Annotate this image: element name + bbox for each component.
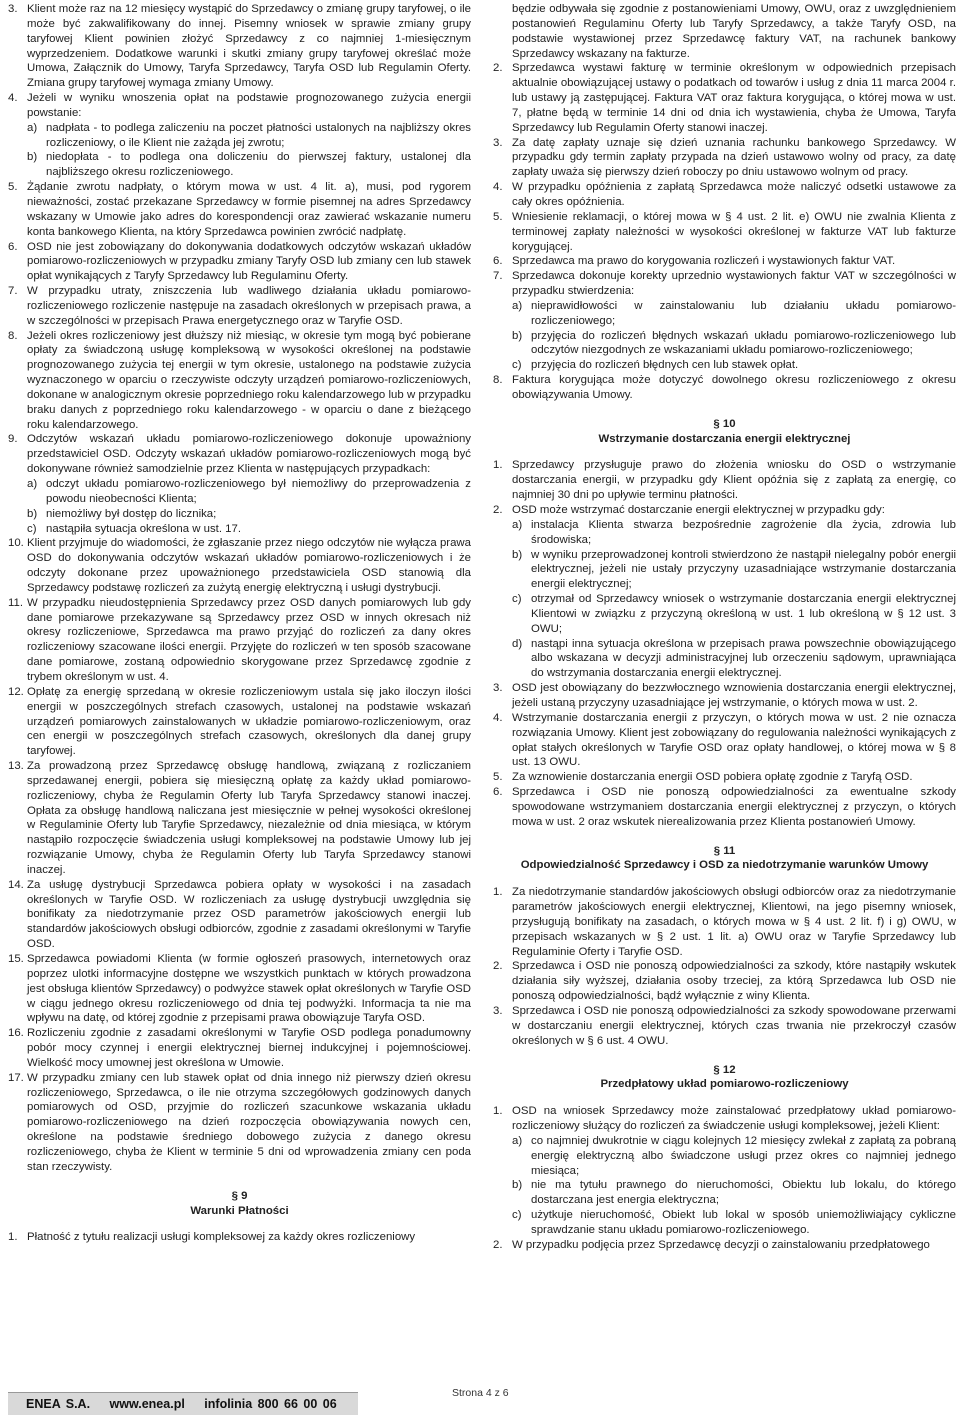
numbered-paragraph xyxy=(8,91,471,121)
numbered-paragraph xyxy=(8,284,471,329)
numbered-paragraph xyxy=(493,959,956,1004)
sub-point xyxy=(27,507,471,522)
paragraph-number: 11. xyxy=(8,596,23,609)
website-link[interactable]: www.enea.pl xyxy=(109,1397,185,1411)
paragraph-text: Za datę zapłaty uznaje się dzień uznania rachunku bankowego Sprzedawcy. W przypadku gdy termin zapłaty przypada na dzień ustawowo wolny od pracy, za datę zapłaty uważa się pierwszy dzień roboczy po dniu ustawowo wolnym od pracy. xyxy=(512,136,956,179)
section-number: § 10 xyxy=(713,417,736,430)
paragraph-text: Płatność z tytułu realizacji usługi kompleksowej za każdy okres rozliczeniowy xyxy=(27,1231,416,1244)
numbered-paragraph xyxy=(493,681,956,711)
sub-point-text: użytkuje nieruchomość, Obiekt lub lokal w sposób uniemożliwiający cykliczne sprawdzanie stanu układu pomiarowo-rozliczeniowego. xyxy=(531,1209,956,1236)
sub-point-text: nieprawidłowości w zainstalowaniu lub działaniu układu pomiarowo-rozliczeniowego; xyxy=(531,299,956,327)
sub-point-text: w wyniku przeprowadzonej kontroli stwierdzono że nastąpił nielegalny pobór energii elektrycznej, jeżeli nie ustały przyczyny uzasadniające wstrzymanie dostarczania energii elektrycznej; xyxy=(531,548,956,591)
sub-point-text: otrzymał od Sprzedawcy wniosek o wstrzymanie dostarczania energii elektrycznej Klientowi w związku z przyczyną określoną w ust. 1 lub określoną w § 12 ust. 3 OWU; xyxy=(531,593,956,635)
continued-paragraph: będzie odbywała się zgodnie z postanowieniami Umowy, OWU, oraz z uwzględnieniem postanowień Regulaminu Oferty lub Taryfy Sprzedawcy, a także Taryfy OSD, na podstawie wystawionej przez Sprzedawcę faktury VAT, na rachunek bankowy Sprzedawcy wskazany na fakturze. xyxy=(512,3,956,60)
sub-point-text: niedopłata - to podlega ona doliczeniu do pierwszej faktury, ustalonej dla najbliższego okresu rozliczeniowego. xyxy=(46,151,471,179)
sub-point xyxy=(27,121,471,151)
numbered-paragraph xyxy=(8,240,471,285)
section-title: Warunki Płatności xyxy=(190,1204,289,1217)
sub-point-letter: b) xyxy=(27,507,38,520)
paragraph-text: Rozliczeniu zgodnie z zasadami określonymi w Taryfie OSD podlega ponadumowny pobór mocy czynnej i energii elektrycznej biernej indukcyjnej i pojemnościowej. Wielkość mocy umownej jest określona w Umowie. xyxy=(27,1027,471,1069)
sub-point xyxy=(512,548,956,593)
paragraph-text: Sprzedawcy przysługuje prawo do złożenia wniosku do OSD o wstrzymanie dostarczania energii, w przypadku gdy Klient opóźnia się z zapłatą za energię, co najmniej 30 dni po upływie terminu płatności. xyxy=(512,459,956,502)
paragraph-text: Za prowadzoną przez Sprzedawcę obsługę handlową, związaną z rozliczaniem sprzedawanej energii, pobiera się miesięczną opłatę za każdy układ pomiarowo-rozliczeniowy, chyba że Regulamin Oferty lub Taryfa Sprzedawcy stanowi inaczej. Opłata za obsługę handlową naliczana jest miesięcznie w pełnej wysokości określonej w Regulaminie Oferty lub Taryfie Sprzedawcy, niezależnie od dnia miesiąca, w którym nastąpiło rozpoczęcie świadczenia usługi kompleksowej na podstawie Umowy lub jej rozwiązanie Umowy, chyba że Regulamin Oferty lub Taryfa Sprzedawcy stanowi inaczej. xyxy=(27,760,471,876)
numbered-paragraph xyxy=(8,2,471,91)
paragraph-number: 3. xyxy=(493,1005,503,1017)
paragraph-text: Sprzedawca i OSD nie ponoszą odpowiedzialności za szkody, które nastąpiły wskutek działania siły wyższej, działania osoby trzeciej, za którą Sprzedawca lub OSD nie ponoszą odpowiedzialności, bądź wyłącznie z winy Klienta. xyxy=(512,960,956,1003)
paragraph-number: 5. xyxy=(493,771,503,784)
numbered-paragraph xyxy=(493,1238,956,1253)
sub-point xyxy=(512,592,956,637)
paragraph-number: 2. xyxy=(493,1238,503,1251)
section-heading xyxy=(493,1063,956,1093)
numbered-paragraph xyxy=(8,536,471,595)
paragraph-number: 4. xyxy=(493,181,503,194)
paragraph-text: OSD nie jest zobowiązany do dokonywania dodatkowych odczytów wskazań układów pomiarowo-rozliczeniowych w przypadku zmiany Taryfy OSD lub zmiany cen lub stawek opłat wynikających z Taryfy Sprzedawcy lub Regulaminu Oferty. xyxy=(27,240,471,283)
section-number: § 9 xyxy=(231,1189,248,1202)
numbered-paragraph xyxy=(493,711,956,770)
paragraph-number: 4. xyxy=(8,92,18,105)
paragraph-number: 3. xyxy=(493,682,503,695)
numbered-paragraph xyxy=(8,432,471,477)
paragraph-number: 14. xyxy=(8,878,24,891)
sub-point-letter: a) xyxy=(27,121,38,134)
section-heading xyxy=(493,417,956,447)
paragraph-text: Sprzedawca ma prawo do korygowania rozliczeń i wystawionych faktur VAT. xyxy=(512,255,896,268)
paragraph-number: 16. xyxy=(8,1027,24,1040)
numbered-paragraph xyxy=(8,180,471,239)
section-title: Wstrzymanie dostarczania energii elektrycznej xyxy=(598,432,851,445)
sub-point-text: niemożliwy był dostęp do licznika; xyxy=(46,507,217,520)
sub-point-text: nastąpi inna sytuacja określona w przepisach prawa powszechnie obowiązującego albo wskazana w decyzji administracyjnej lub orzeczeniu sądowym, uprawniająca do wstrzymania dostarczania energii elektrycznej. xyxy=(531,637,956,680)
paragraph-number: 1. xyxy=(8,1231,18,1244)
numbered-paragraph xyxy=(493,136,956,181)
numbered-paragraph xyxy=(8,952,471,1026)
paragraph-number: 6. xyxy=(493,255,503,268)
numbered-paragraph xyxy=(8,1230,471,1245)
numbered-paragraph xyxy=(493,770,956,785)
sub-point xyxy=(512,329,956,359)
numbered-paragraph xyxy=(8,878,471,952)
paragraph-text: Jeżeli okres rozliczeniowy jest dłuższy niż miesiąc, w okresie tym mogą być pobierane opłaty za świadczoną usługę kompleksową w wysokości określonej na podstawie prognozowanego zużycia tej energii w tym okresie, ustalonego na podstawie zużycia wyznaczonego w oparciu o rzeczywiste odczyty urządzeń pomiarowo-rozliczeniowych, dokonane w analogicznym okresie poprzedniego roku kalendarzowego lub w przypadku braku danych z poprzedniego roku kalendarzowego - w oparciu o dane z bieżącego roku kalendarzowego. xyxy=(27,329,471,431)
paragraph-number: 6. xyxy=(8,240,18,253)
sub-point xyxy=(27,477,471,507)
paragraph-text: Sprzedawca dokonuje korekty uprzednio wystawionych faktur VAT w szczególności w przypadku stwierdzenia: xyxy=(512,270,956,298)
paragraph-number: 17. xyxy=(8,1071,24,1084)
numbered-paragraph xyxy=(493,885,956,959)
sub-point xyxy=(512,299,956,329)
paragraph-text: W przypadku zmiany cen lub stawek opłat od dnia innego niż pierwszy dzień okresu rozliczeniowego, Sprzedawca, o ile nie otrzyma szczegółowych godzinowych danych pomiarowych od OSD, przyjmie do rozliczeń szacunkowe wskazania układu pomiarowo-rozliczeniowego na dzień rozpoczęcia obowiązywania nowych cen, określone na podstawie średniego dobowego zużycia z danego okresu rozliczeniowego, chyba że Klient w terminie 5 dni od wprowadzenia zmiany cen poda stan rzeczywisty. xyxy=(27,1071,471,1173)
paragraph-text: W przypadku nieudostępnienia Sprzedawcy przez OSD danych pomiarowych lub gdy dane pomiarowe przekazywane są Sprzedawcy przez OSD w innych okresach niż okresy rozliczeniowe, Sprzedawca ma prawo przyjąć do rozliczeń za dany okres rozliczeniowy szacowane ilości energii. Przyjęte do rozliczeń w ten sposób szacowane dane pomiarowe, zostaną odpowiednio skorygowane przez Sprzedawcę zgodnie z trybem określonym w ust. 4. xyxy=(27,596,471,683)
page-number: Strona 4 z 6 xyxy=(452,1387,509,1399)
sub-point xyxy=(27,150,471,180)
sub-point-letter: b) xyxy=(27,151,38,164)
numbered-paragraph xyxy=(8,1071,471,1175)
sub-point xyxy=(512,1134,956,1179)
paragraph-text: W przypadku opóźnienia z zapłatą Sprzedawca może naliczyć odsetki ustawowe za cały okres opóźnienia. xyxy=(512,181,956,208)
paragraph-text: Wstrzymanie dostarczania energii z przyczyn, o których mowa w ust. 2 nie oznacza rozwiązania Umowy. Klient jest zobowiązany do regulowania należności wynikających z opłat stałych określonych w Taryfie OSD oraz opłaty handlowej, o której mowa w § 8 ust. 13 OWU. xyxy=(512,711,956,769)
company-name: ENEA S.A. xyxy=(26,1397,91,1411)
paragraph-number: 6. xyxy=(493,786,503,799)
numbered-paragraph xyxy=(8,759,471,878)
paragraph-text: Faktura korygująca może dotyczyć dowolnego okresu rozliczeniowego z okresu obowiązywania Umowy. xyxy=(512,374,956,401)
sub-point-text: odczyt układu pomiarowo-rozliczeniowego był niemożliwy do przeprowadzenia z powodu nieobecności Klienta; xyxy=(46,478,471,505)
paragraph-text: Opłatę za energię sprzedaną w okresie rozliczeniowym ustala się jako iloczyn ilości energii w poszczególnych strefach czasowych, ustalonej na podstawie wskazań urządzeń pomiarowych zainstalowanych w układzie pomiarowo-rozliczeniowym, oraz cen energii w poszczególnych strefach czasowych, określonych dla danej grupy taryfowej. xyxy=(27,685,471,758)
sub-point-letter: c) xyxy=(512,593,522,606)
paragraph-number: 2. xyxy=(493,62,503,75)
paragraph-text: Klient może raz na 12 miesięcy wystąpić do Sprzedawcy o zmianę grupy taryfowej, o ile może być zakwalifikowany do innej. Pisemny wniosek w sprawie zmiany grupy taryfowej Klient powinien złożyć Sprzedawcy z co najmniej 1-miesięcznym wyprzedzeniem. Dodatkowe warunki i skutki zmiany grupy taryfowej określać może Umowa, Załącznik do Umowy, Taryfa Sprzedawcy, Taryfa OSD lub Regulamin Oferty. Zmiana grupy taryfowej wymaga zmiany Umowy. xyxy=(27,3,471,90)
right-column xyxy=(493,2,956,1253)
paragraph-number: 5. xyxy=(8,181,18,194)
sub-point-letter: c) xyxy=(512,1209,522,1222)
sub-point xyxy=(512,518,956,548)
paragraph-text: W przypadku podjęcia przez Sprzedawcę decyzji o zainstalowaniu przedpłatowego xyxy=(512,1238,930,1251)
sub-point-letter: a) xyxy=(512,1134,523,1147)
numbered-paragraph xyxy=(493,1104,956,1134)
paragraph-number: 8. xyxy=(493,374,503,387)
sub-point xyxy=(512,1208,956,1238)
paragraph-number: 7. xyxy=(493,270,503,283)
paragraph-text: Sprzedawca wystawi fakturę w terminie określonym w odpowiednich przepisach aktualnie obowiązującej ustawy o podatkach od towarów i usług z dnia 11 marca 2004 r. lub ustawy ją zastępującej. Faktura VAT oraz faktura korygująca, o której mowa w ust. 7, płatne będą w terminie 14 dni od dnia ich wystawienia, chyba że Umowa, Taryfa Sprzedawcy lub Regulamin Oferty stanowi inaczej. xyxy=(512,62,956,134)
numbered-paragraph xyxy=(493,503,956,518)
paragraph-number: 2. xyxy=(493,960,503,973)
paragraph-number: 12. xyxy=(8,685,24,698)
paragraph-text: Jeżeli w wyniku wnoszenia opłat na podstawie prognozowanego zużycia energii powstanie: xyxy=(27,92,471,119)
paragraph-text: Za usługę dystrybucji Sprzedawca pobiera opłaty w wysokości i na zasadach określonych w Taryfie OSD. W rozliczeniach za usługę dystrybucji uwzględnia się bonifikaty za niedotrzymanie przez OSD parametrów jakościowych energii lub standardów jakościowych obsługi odbiorców, zgodnie z zasadami określonymi w Taryfie OSD. xyxy=(27,878,471,951)
sub-point-text: nastąpiła sytuacja określona w ust. 17. xyxy=(46,522,242,535)
paragraph-text: Sprzedawca powiadomi Klienta (w formie ogłoszeń prasowych, internetowych oraz poprzez ulotki informacyjne dostępne we wszystkich punktach w których prowadzona jest obsługa klientów Sprzedawcy) o podwyżce stawek opłat określonych w Taryfie OSD w ciągu jednego okresu rozliczeniowego od dnia tej podwyżki. Informacja ta nie ma wpływu na datę, od której zgodnie z przepisami prawa obowiązuje Taryfa OSD. xyxy=(27,953,471,1025)
sub-point-text: co najmniej dwukrotnie w ciągu kolejnych 12 miesięcy zwlekał z zapłatą za pobraną energię elektryczną albo świadczone usługi przez okres co najmniej jednego miesiąca; xyxy=(531,1134,956,1177)
page-footer xyxy=(0,1386,960,1416)
paragraph-text: Żądanie zwrotu nadpłaty, o którym mowa w ust. 4 lit. a), musi, pod rygorem nieważności, zostać przekazane Sprzedawcy w formie pisemnej na adres Sprzedawcy wskazany w Umowie jako adres do korespondencji oraz zawierać wskazanie numeru konta bankowego Klienta, na który Sprzedawca powinien zwrócić nadpłatę. xyxy=(27,181,471,238)
numbered-paragraph xyxy=(493,785,956,830)
sub-point-text: przyjęcia do rozliczeń błędnych wskazań układu pomiarowo-rozliczeniowego lub odczytów niezgodnych ze wskazaniami układu pomiarowo-rozliczeniowego; xyxy=(531,329,956,357)
paragraph-text: W przypadku utraty, zniszczenia lub wadliwego działania układu pomiarowo-rozliczeniowego rozliczenie następuje na zasadach określonych w przepisach prawa, a w szczególności w przepisach Prawa energetycznego oraz w Taryfie OSD. xyxy=(27,285,471,327)
paragraph-number: 1. xyxy=(493,886,503,899)
sub-point-letter: c) xyxy=(512,359,522,372)
paragraph-number: 7. xyxy=(8,285,18,298)
sub-point-text: nadpłata - to podlega zaliczeniu na poczet płatności ustalonych na najbliższy okres rozliczeniowy, o ile Klient nie zażąda jej zwrotu; xyxy=(46,121,471,149)
numbered-paragraph xyxy=(493,254,956,269)
paragraph-text: Za niedotrzymanie standardów jakościowych obsługi odbiorców oraz za niedotrzymanie parametrów jakościowych energii elektrycznej, Klientowi, na jego pisemny wniosek, przysługują bonifikaty na zasadach, o których mowa w § 4 ust. 2 lit. f) i g) OWU, w przepisach wskazanych w § 2 ust. 1 lit. a) OWU oraz w Taryfie Sprzedawcy lub Regulaminie Oferty i Taryfie OSD. xyxy=(512,886,956,958)
sub-point-text: instalacja Klienta stwarza bezpośrednie zagrożenie dla życia, zdrowia lub środowiska; xyxy=(531,518,956,546)
sub-point-letter: b) xyxy=(512,1179,523,1192)
paragraph-number: 1. xyxy=(493,1105,503,1118)
footer-contact-bar xyxy=(8,1392,358,1415)
paragraph-number: 1. xyxy=(493,459,503,472)
paragraph-number: 13. xyxy=(8,760,24,773)
numbered-paragraph xyxy=(8,685,471,759)
paragraph-text: Sprzedawca i OSD nie ponoszą odpowiedzialności za ewentualne szkody spowodowane wstrzymaniem dostarczania energii elektrycznej z przyczyn, o których mowa w ust. 2 oraz wskutek nierealizowania przez Klienta postanowień Umowy. xyxy=(512,786,956,828)
paragraph-number: 8. xyxy=(8,329,18,342)
section-title: Przedpłatowy układ pomiarowo-rozliczeniowy xyxy=(600,1078,849,1091)
paragraph-number: 9. xyxy=(8,433,18,446)
numbered-paragraph xyxy=(493,373,956,403)
paragraph-text: Za wznowienie dostarczania energii OSD pobiera opłatę zgodnie z Taryfą OSD. xyxy=(512,771,913,784)
numbered-paragraph xyxy=(493,180,956,210)
sub-point-letter: d) xyxy=(512,637,523,650)
sub-point xyxy=(512,1178,956,1208)
paragraph-text: Wniesienie reklamacji, o której mowa w § 4 ust. 2 lit. e) OWU nie zwalnia Klienta z terminowej zapłaty należności w wysokości określonej w fakturze VAT lub fakturze korygującej. xyxy=(512,210,956,253)
section-heading xyxy=(493,844,956,874)
paragraph-number: 3. xyxy=(8,3,18,15)
numbered-paragraph xyxy=(8,596,471,685)
section-heading xyxy=(8,1189,471,1219)
numbered-paragraph xyxy=(493,458,956,503)
sub-point-letter: a) xyxy=(512,299,523,312)
paragraph-text: OSD może wstrzymać dostarczanie energii elektrycznej w przypadku gdy: xyxy=(512,504,885,516)
sub-point-letter: b) xyxy=(512,329,523,342)
paragraph-text: Sprzedawca i OSD nie ponoszą odpowiedzialności za szkody spowodowane przerwami w dostarczaniu energii elektrycznej, których czas trwania nie przekroczył czasów określonych w § 6 ust. 4 OWU. xyxy=(512,1005,956,1047)
numbered-paragraph xyxy=(8,329,471,433)
left-column xyxy=(8,2,471,1245)
paragraph-number: 4. xyxy=(493,711,503,724)
paragraph-text: Odczytów wskazań układu pomiarowo-rozliczeniowego dokonuje upoważniony przedstawiciel OSD. Odczyty wskazań układów pomiarowo-rozliczeniowych mogą być dokonywane również samodzielnie przez Klienta w następujących przypadkach: xyxy=(27,433,471,476)
numbered-paragraph xyxy=(493,1004,956,1049)
paragraph-text: OSD na wniosek Sprzedawcy może zainstalować przedpłatowy układ pomiarowo-rozliczeniowy służący do rozliczeń za świadczenie usługi kompleksowej, jeżeli Klient: xyxy=(512,1105,956,1133)
sub-point-letter: a) xyxy=(512,518,523,531)
numbered-paragraph xyxy=(493,61,956,135)
numbered-paragraph xyxy=(493,210,956,255)
sub-point-letter: b) xyxy=(512,548,523,561)
section-number: § 12 xyxy=(713,1063,736,1076)
paragraph-text: Klient przyjmuje do wiadomości, że zgłaszanie przez niego odczytów nie wyłącza prawa OSD do dokonywania odczytów wskazań układów pomiarowo-rozliczeniowych i że odczyty dokonane przez upoważnionego przedstawiciela OSD stanowią dla Sprzedawcy podstawę rozliczeń za zużytą energię elektryczną i usługi dystrybucji. xyxy=(27,537,471,594)
sub-point-text: nie ma tytułu prawnego do nieruchomości, Obiektu lub lokalu, do którego dostarczana jest energia elektryczna; xyxy=(531,1179,956,1207)
sub-point-letter: c) xyxy=(27,522,37,535)
numbered-paragraph xyxy=(493,269,956,299)
sub-point xyxy=(512,358,956,373)
section-title: Odpowiedzialność Sprzedawcy i OSD za niedotrzymanie warunków Umowy xyxy=(520,859,929,872)
section-number: § 11 xyxy=(713,844,736,857)
hotline-number: infolinia 800 66 00 06 xyxy=(204,1397,337,1411)
sub-point-text: przyjęcia do rozliczeń błędnych cen lub stawek opłat. xyxy=(531,359,799,372)
paragraph-number: 2. xyxy=(493,504,503,516)
paragraph-number: 3. xyxy=(493,136,503,149)
numbered-paragraph xyxy=(8,1026,471,1071)
sub-point xyxy=(512,637,956,682)
paragraph-number: 15. xyxy=(8,953,24,965)
paragraph-number: 10. xyxy=(8,537,24,550)
paragraph-text: OSD jest obowiązany do bezzwłocznego wznowienia dostarczania energii elektrycznej, jeżeli ustaną przyczyny uzasadniające jej wstrzymanie, o których mowa w ust. 2. xyxy=(512,682,956,709)
sub-point-letter: a) xyxy=(27,478,38,490)
sub-point xyxy=(27,522,471,537)
paragraph-number: 5. xyxy=(493,210,503,223)
